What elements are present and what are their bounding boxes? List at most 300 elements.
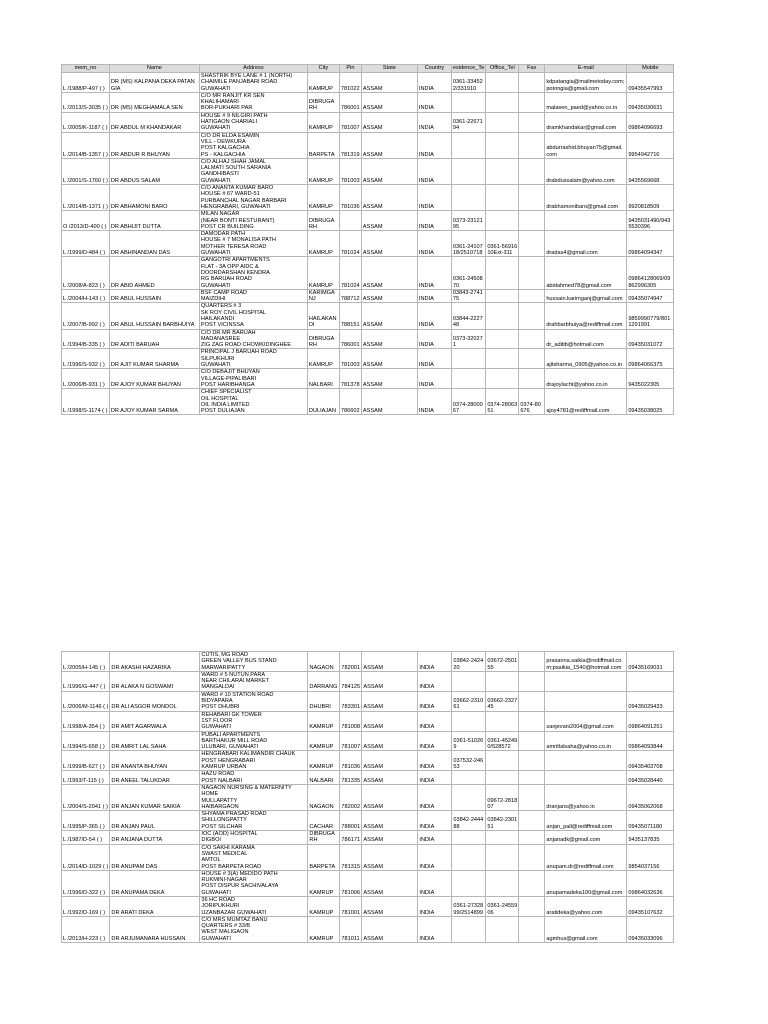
address-line: MULLAPATTY xyxy=(201,797,238,804)
address-line: C/O DR MR BARUAH xyxy=(200,329,256,336)
state-cell: ASSAM xyxy=(361,231,417,257)
city-cell: NAGAON xyxy=(308,652,340,672)
fax-cell xyxy=(519,731,545,751)
residence-tel-cell: 0361-2450870 xyxy=(451,257,485,289)
city-cell: KAMRUP xyxy=(307,112,339,132)
fax-cell xyxy=(519,349,545,369)
city-cell: DIBRUGARH xyxy=(307,329,339,349)
member-number-cell: L /2005/H-145 ( ) xyxy=(62,652,110,672)
address-line: POST HENGRABARI xyxy=(201,757,256,764)
address-line: POST DISPUR SACHIVALAYA xyxy=(201,883,279,890)
address-line: HAZU ROAD xyxy=(201,771,235,778)
name-cell: DR ANJAN PAUL xyxy=(110,811,200,831)
city-cell: NALBARI xyxy=(308,771,340,785)
address-line: POST SILCHAR xyxy=(201,823,243,830)
mobile-cell: 09435074947 xyxy=(627,289,674,303)
mobile-cell: 09435028440 xyxy=(627,771,674,785)
residence-tel-cell: 0373-320271 xyxy=(451,329,485,349)
city-cell: NALBARI xyxy=(307,369,339,389)
residence-tel-cell xyxy=(451,349,485,369)
state-cell: ASSAM xyxy=(362,916,418,942)
pin-cell: 781003 xyxy=(339,349,361,369)
member-table-1 xyxy=(61,64,674,415)
name-cell: DR ALI ASGOR MONDOL xyxy=(110,691,200,711)
fax-cell xyxy=(519,784,545,810)
office-tel-cell xyxy=(486,844,519,870)
address-line: SHILLONGPATTY xyxy=(201,817,247,824)
state-cell: ASSAM xyxy=(361,158,417,184)
city-cell: KAMRUP xyxy=(307,349,339,369)
member-table-1-body xyxy=(62,65,674,415)
pin-cell: 781036 xyxy=(339,185,361,211)
name-cell: DR ANUPAMA DEKA xyxy=(110,870,200,896)
address-line: BOR-PUKHARI PAR xyxy=(200,105,253,112)
member-number-cell: L /2008/A-823 ( ) xyxy=(62,257,110,289)
table-row xyxy=(62,844,674,870)
table-row xyxy=(62,389,674,415)
city-cell: DARRANG xyxy=(308,671,340,691)
country-cell: INDIA xyxy=(418,691,452,711)
email-cell: amritlalsaha@yahoo.co.in xyxy=(545,731,627,751)
state-cell: ASSAM xyxy=(361,132,417,158)
residence-tel-cell xyxy=(451,92,485,112)
name-cell: DR ARATI DEKA xyxy=(110,896,200,916)
country-cell: INDIA xyxy=(417,349,451,369)
pin-cell: 782001 xyxy=(340,652,362,672)
email-cell: anjanadk@gmail.com xyxy=(545,831,627,845)
email-cell: dr_aditib@hotmail.com xyxy=(545,329,627,349)
pin-cell: 788151 xyxy=(339,303,361,329)
column-header: Mobile xyxy=(627,65,674,73)
state-cell: ASSAM xyxy=(361,369,417,389)
pin-cell: 781008 xyxy=(340,711,362,731)
column-header: Name xyxy=(109,65,199,73)
member-number-cell: L /1999/D-484 ( ) xyxy=(62,231,110,257)
address-line: POST CR BUILDING xyxy=(200,223,254,230)
mobile-cell: 9435137835 xyxy=(627,831,674,845)
office-tel-cell: 03672-250155 xyxy=(486,652,519,672)
table-row xyxy=(62,652,674,672)
city-cell: KARIMGANJ xyxy=(307,289,339,303)
member-number-cell: L /1996/S-932 ( ) xyxy=(62,349,110,369)
country-cell: INDIA xyxy=(418,771,452,785)
name-cell: DR ABHIJIT DUTTA xyxy=(109,211,199,231)
fax-cell xyxy=(519,691,545,711)
address-line: GUWAHATI xyxy=(200,85,231,92)
name-cell: DR AJOY KUMAR BHUYAN xyxy=(109,369,199,389)
address-cell xyxy=(200,784,308,810)
city-cell: NAGAON xyxy=(308,784,340,810)
name-cell: DR ABHAMONI BARO xyxy=(109,185,199,211)
member-number-cell: L /1999/B-627 ( ) xyxy=(62,751,110,771)
member-number-cell: L /2005/K-1187 ( ) xyxy=(62,112,110,132)
address-cell xyxy=(200,691,308,711)
name-cell: DR ANEEL TALUKDAR xyxy=(110,771,200,785)
country-cell: INDIA xyxy=(418,916,452,942)
name-cell: DR AJOY KUMAR SARMA xyxy=(109,389,199,415)
name-cell: DR ABUL HUSSAIN BARBHUIYA xyxy=(109,303,199,329)
fax-cell xyxy=(519,771,545,785)
mobile-cell: 09435107632 xyxy=(627,896,674,916)
table-row xyxy=(62,289,674,303)
email-cell: abdurrashid.bhuyan75@gmail.com xyxy=(545,132,627,158)
mobile-cell: 09435031072 xyxy=(627,329,674,349)
mobile-cell: 09864093844 xyxy=(627,731,674,751)
mobile-cell: 09435030631 xyxy=(627,92,674,112)
email-cell: anupamadeka100@gmail.com xyxy=(545,870,627,896)
fax-cell xyxy=(519,329,545,349)
state-cell: ASSAM xyxy=(361,211,417,231)
column-header: E-mail xyxy=(545,65,627,73)
column-header: Country xyxy=(417,65,451,73)
state-cell: ASSAM xyxy=(361,185,417,211)
address-line: MADANASREE xyxy=(200,335,241,342)
city-cell: KAMRUP xyxy=(308,711,340,731)
pin-cell: 781001 xyxy=(340,896,362,916)
pin-cell: 781007 xyxy=(340,731,362,751)
email-cell: ajoy4781@rediffmail.com xyxy=(545,389,627,415)
email-cell: drabhamonibaro@gmail.com xyxy=(545,185,627,211)
state-cell: ASSAM xyxy=(362,652,418,672)
address-line: 36 HC ROAD xyxy=(201,896,235,903)
mobile-cell: 09864128069/09862996305 xyxy=(627,257,674,289)
city-cell: KAMRUP xyxy=(308,916,340,942)
country-cell: INDIA xyxy=(418,731,452,751)
address-cell xyxy=(199,303,307,329)
pin-cell: 781315 xyxy=(340,844,362,870)
fax-cell xyxy=(519,811,545,831)
country-cell: INDIA xyxy=(418,811,452,831)
address-line: POST VICINSSA xyxy=(200,322,244,329)
table-row xyxy=(62,369,674,389)
email-cell: ajitsharma_0905@yahoo.co.in xyxy=(545,349,627,369)
residence-tel-cell: 0361-334522/331910 xyxy=(451,73,485,93)
country-cell: INDIA xyxy=(417,112,451,132)
address-line: WARD # 10 STATION ROAD xyxy=(201,691,274,698)
address-line: OIL INDIA LIMITED xyxy=(200,401,250,408)
fax-cell xyxy=(519,711,545,731)
country-cell: INDIA xyxy=(418,671,452,691)
address-line: QUARTERS # 3 xyxy=(200,303,242,310)
state-cell: ASSAM xyxy=(361,257,417,289)
address-line: SHYAMA PRASAD ROAD xyxy=(201,811,267,818)
pin-cell: 781024 xyxy=(339,231,361,257)
pin-cell: 781011 xyxy=(340,916,362,942)
fax-cell xyxy=(519,896,545,916)
address-cell xyxy=(200,844,308,870)
address-line: GUWAHATI xyxy=(200,125,231,132)
country-cell: INDIA xyxy=(417,329,451,349)
table-row xyxy=(62,896,674,916)
member-number-cell: L /2014/B-1371 ( ) xyxy=(62,185,110,211)
residence-tel-cell xyxy=(451,369,485,389)
email-cell: anupam.dr@rediffmail.com xyxy=(545,844,627,870)
address-cell xyxy=(199,185,307,211)
city-cell: HAILAKANDI xyxy=(307,303,339,329)
member-number-cell: L /1994/S-658 ( ) xyxy=(62,731,110,751)
office-tel-cell xyxy=(486,771,519,785)
name-cell: DR ABDUL M KHANDAKAR xyxy=(109,112,199,132)
residence-tel-cell: 0361-510269 xyxy=(452,731,486,751)
address-line: GUWAHATI xyxy=(200,177,231,184)
email-cell: drahbarbhuiya@rediffmail.com xyxy=(545,303,627,329)
mobile-cell: 09435547993 xyxy=(627,73,674,93)
fax-cell xyxy=(519,92,545,112)
state-cell: ASSAM xyxy=(362,711,418,731)
country-cell: INDIA xyxy=(417,303,451,329)
mobile-cell: 09435062068 xyxy=(627,784,674,810)
address-line: BARTHAKUR MILL ROAD xyxy=(201,737,268,744)
fax-cell xyxy=(519,158,545,184)
state-cell: ASSAM xyxy=(361,389,417,415)
address-cell xyxy=(199,257,307,289)
name-cell: DR ADITI BARUAH xyxy=(109,329,199,349)
header-row xyxy=(62,65,674,73)
column-header: Pin xyxy=(339,65,361,73)
name-cell: DR ABUL HUSSAIN xyxy=(109,289,199,303)
address-line: HOUSE # 9 NILGIRI PATH xyxy=(200,112,268,119)
name-cell: DR AKASHI HAZARIKA xyxy=(110,652,200,672)
address-line: HOUSE # 3(A) MEDIDO PATH xyxy=(201,870,278,877)
residence-tel-cell xyxy=(451,132,485,158)
email-cell: hussain.karimganj@gmail.com xyxy=(545,289,627,303)
country-cell: INDIA xyxy=(417,92,451,112)
email-cell: drabdussalam@yahoo.com xyxy=(545,158,627,184)
office-tel-cell: 03662-232745 xyxy=(486,691,519,711)
member-table-2-body xyxy=(62,652,674,943)
city-cell: KAMRUP xyxy=(308,896,340,916)
column-header: mem_no xyxy=(62,65,110,73)
member-number-cell: L /1996/G-447 ( ) xyxy=(62,671,110,691)
address-cell xyxy=(199,73,307,93)
mobile-cell: 09864091251 xyxy=(627,711,674,731)
residence-tel-cell: 0361-2267194 xyxy=(451,112,485,132)
address-line: KHALIHAMARI xyxy=(200,99,239,106)
table-row xyxy=(62,158,674,184)
member-number-cell: L /2014/D-1029 ( ) xyxy=(62,844,110,870)
address-cell xyxy=(199,389,307,415)
country-cell: INDIA xyxy=(418,831,452,845)
address-line: NEAR CHILARAI MARKET xyxy=(201,678,270,685)
city-cell: KAMRUP xyxy=(307,185,339,211)
name-cell: DR ABID AHMED xyxy=(109,257,199,289)
table-row xyxy=(62,811,674,831)
address-line: AMTOL xyxy=(201,857,221,864)
mobile-cell: 09435029433 xyxy=(627,691,674,711)
column-header: State xyxy=(361,65,417,73)
member-number-cell: L /2004/H-143 ( ) xyxy=(62,289,110,303)
residence-tel-cell: 03662-231061 xyxy=(452,691,486,711)
table-row xyxy=(62,211,674,231)
address-line: ZIG ZAG ROAD CHOWKIDINGHEE xyxy=(200,342,292,349)
page-gap xyxy=(0,504,768,650)
address-line: HAILAKANDI xyxy=(200,315,235,322)
country-cell: INDIA xyxy=(417,132,451,158)
country-cell: INDIA xyxy=(417,231,451,257)
address-line: CUTIS, MG ROAD xyxy=(201,652,249,658)
state-cell: ASSAM xyxy=(362,831,418,845)
state-cell: ASSAM xyxy=(361,112,417,132)
city-cell: KAMRUP xyxy=(307,231,339,257)
country-cell: INDIA xyxy=(417,158,451,184)
pin-cell: 781036 xyxy=(340,751,362,771)
country-cell: INDIA xyxy=(417,257,451,289)
address-line: RUKMINI-NAGAR xyxy=(201,877,247,884)
country-cell: INDIA xyxy=(417,211,451,231)
table-row xyxy=(62,132,674,158)
mobile-cell: 9435569668 xyxy=(627,158,674,184)
name-cell: DR ABDUR R BHUYAN xyxy=(109,132,199,158)
state-cell: ASSAM xyxy=(362,784,418,810)
address-line: PS - KALGACHIA xyxy=(200,151,246,158)
address-line: CHIEF SPECIALIST xyxy=(200,389,252,396)
table-row xyxy=(62,671,674,691)
city-cell: DHUBRI xyxy=(308,691,340,711)
residence-tel-cell: 0373-2312195 xyxy=(451,211,485,231)
residence-tel-cell: 03842-244488 xyxy=(452,811,486,831)
address-line: WEST MALIGAON xyxy=(201,929,249,936)
address-line: REHABARI GK TOWER xyxy=(201,711,262,718)
name-cell: DR AMRIT LAL SAHA xyxy=(110,731,200,751)
pin-cell xyxy=(339,211,361,231)
country-cell: INDIA xyxy=(418,652,452,672)
office-tel-cell: 0361-2455906 xyxy=(486,896,519,916)
mobile-cell: 9435022305 xyxy=(627,369,674,389)
fax-cell xyxy=(519,289,545,303)
email-cell: prasanna.saikia@rediffmail.com;psaikia_1540@hotmail.com xyxy=(545,652,627,672)
address-cell xyxy=(200,916,308,942)
email-cell xyxy=(545,691,627,711)
email-cell: dradas4@gmail.com xyxy=(545,231,627,257)
pin-cell: 786001 xyxy=(339,329,361,349)
office-tel-cell xyxy=(486,73,519,93)
table-row xyxy=(62,185,674,211)
state-cell: ASSAM xyxy=(361,329,417,349)
pin-cell: 781007 xyxy=(339,112,361,132)
address-cell xyxy=(200,731,308,751)
table-row xyxy=(62,112,674,132)
state-cell: ASSAM xyxy=(362,844,418,870)
name-cell: DR (MS) MEGHAMALA SEN xyxy=(109,92,199,112)
table-row xyxy=(62,92,674,112)
office-tel-cell xyxy=(486,158,519,184)
residence-tel-cell: 03844-222748 xyxy=(451,303,485,329)
mobile-cell: 09864066375 xyxy=(627,349,674,369)
address-line: SHASTRIK BYE LANE # 1 (NORTH) xyxy=(200,73,293,79)
member-number-cell: L /1995/P-365 ( ) xyxy=(62,811,110,831)
name-cell: DR ABHINANDAN DAS xyxy=(109,231,199,257)
state-cell: ASSAM xyxy=(361,349,417,369)
address-cell xyxy=(199,289,307,303)
member-number-cell: L /1994/B-335 ( ) xyxy=(62,329,110,349)
member-number-cell: L /2013/S-3035 ( ) xyxy=(62,92,110,112)
office-tel-cell: 0374-2806351 xyxy=(486,389,519,415)
office-tel-cell xyxy=(486,289,519,303)
city-cell: KAMRUP xyxy=(308,870,340,896)
name-cell: DR ARJUMANARA HUSSAIN xyxy=(110,916,200,942)
city-cell: DIBRUGARH xyxy=(307,92,339,112)
table-row xyxy=(62,73,674,93)
address-cell xyxy=(199,112,307,132)
address-line: DOORDARSHAN KENDRA xyxy=(200,269,270,276)
office-tel-cell xyxy=(486,257,519,289)
address-line: PUBALI APARTMENTS xyxy=(201,731,261,738)
city-cell: KAMRUP xyxy=(308,751,340,771)
address-line: MANGALDAI xyxy=(201,684,235,691)
email-cell: sanjevani2004@gmail.com xyxy=(545,711,627,731)
residence-tel-cell: 0361-2410718/2510718 xyxy=(451,231,485,257)
name-cell: DR ABDUS SALAM xyxy=(109,158,199,184)
pin-cell: 783301 xyxy=(340,691,362,711)
address-line: DAMODAR PATH xyxy=(200,231,246,238)
address-cell xyxy=(200,896,308,916)
table-row xyxy=(62,916,674,942)
mobile-cell: 9854037156 xyxy=(627,844,674,870)
office-tel-cell xyxy=(486,132,519,158)
fax-cell xyxy=(519,671,545,691)
state-cell: ASSAM xyxy=(362,870,418,896)
mobile-cell: 09435033096 xyxy=(627,916,674,942)
address-line: HOUSE # 7 MONALISA PATH xyxy=(200,237,276,244)
table-row xyxy=(62,329,674,349)
address-line: MAIZDIHI xyxy=(200,296,226,303)
address-line: POST BARPETA ROAD xyxy=(201,863,262,870)
address-line: VILL - DEWKURA xyxy=(200,138,246,145)
address-line: KAMRUP URBAN xyxy=(201,764,247,771)
member-number-cell: L /1987/D-54 ( ) xyxy=(62,831,110,845)
table-row xyxy=(62,231,674,257)
email-cell: dramkhandakar@gmail.com xyxy=(545,112,627,132)
member-table-2 xyxy=(61,651,674,943)
name-cell: DR ANJANA DUTTA xyxy=(110,831,200,845)
office-tel-cell xyxy=(486,211,519,231)
address-line: DIGBOI xyxy=(201,837,221,844)
email-cell: anjan_pall@rediffmail.com xyxy=(545,811,627,831)
address-line: LALMATI SOUTH SARANIA xyxy=(200,165,272,172)
fax-cell xyxy=(519,303,545,329)
office-tel-cell xyxy=(486,751,519,771)
address-line: ULUBARI, GUWAHATI xyxy=(201,744,259,751)
city-cell: DIBRUGARH xyxy=(308,831,340,845)
city-cell: BARPETA xyxy=(307,132,339,158)
member-number-cell: L /2006/B-931 ( ) xyxy=(62,369,110,389)
address-line: MOTHER TERESA ROAD xyxy=(200,243,267,250)
city-cell: KAMRUP xyxy=(307,257,339,289)
address-line: HAIBARGAON xyxy=(201,803,239,810)
address-line: GUWAHATI xyxy=(200,250,231,257)
office-tel-cell xyxy=(486,92,519,112)
name-cell: DR (MS) KALPANA DEKA PATANGIA xyxy=(109,73,199,93)
pin-cell: 786602 xyxy=(339,389,361,415)
office-tel-cell xyxy=(486,831,519,845)
table-row xyxy=(62,831,674,845)
fax-cell: 0374-80676 xyxy=(519,389,545,415)
address-line: SWAST MEDICAL xyxy=(201,850,248,857)
address-line: HOUSE # 67 WARD-51 xyxy=(200,191,260,198)
pin-cell: 782002 xyxy=(340,784,362,810)
country-cell: INDIA xyxy=(418,870,452,896)
address-line: C/O DEBAJIT BHUYAN xyxy=(200,369,260,376)
state-cell: ASSAM xyxy=(362,731,418,751)
email-cell: dranjans@yahoo.in xyxy=(545,784,627,810)
country-cell: INDIA xyxy=(417,369,451,389)
member-number-cell: L /1988/P-497 ( ) xyxy=(62,73,110,93)
fax-cell xyxy=(519,870,545,896)
address-line: OIL HOSPITAL xyxy=(200,395,239,402)
table-row xyxy=(62,349,674,369)
mobile-cell: 09864032636 xyxy=(627,870,674,896)
member-number-cell: L /2001/S-1760 ( ) xyxy=(62,158,110,184)
